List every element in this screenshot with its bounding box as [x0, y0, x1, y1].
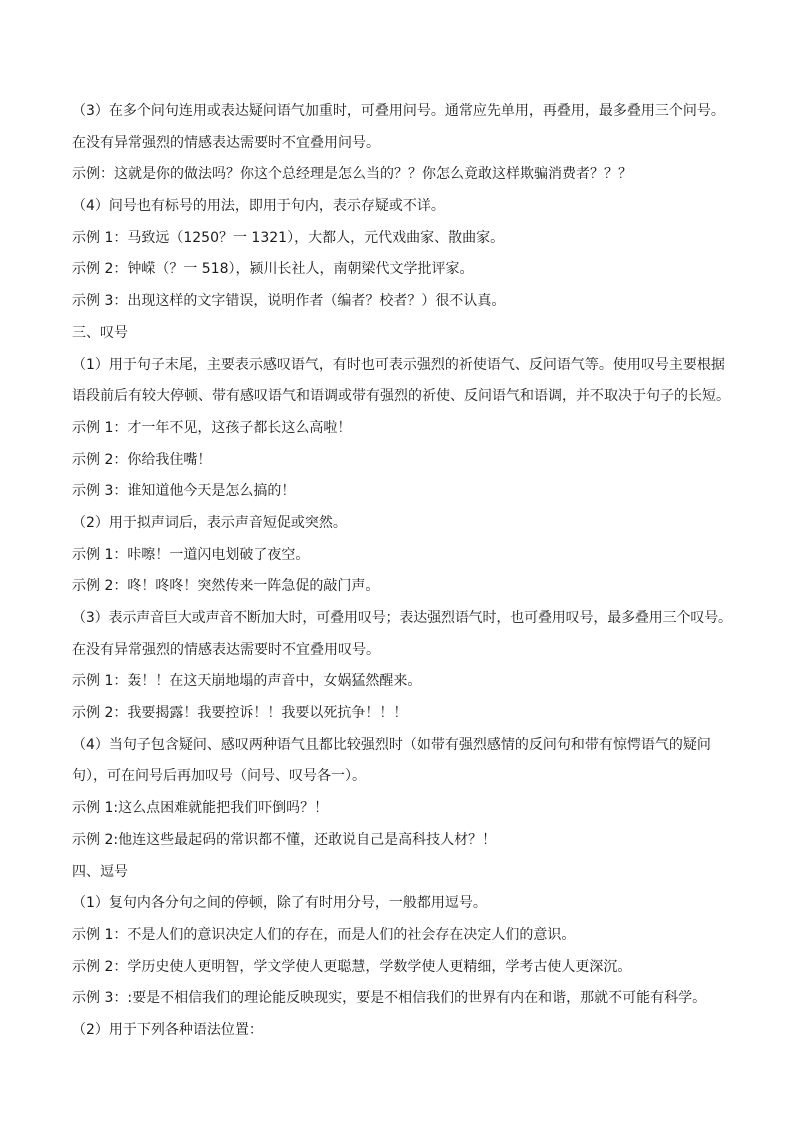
text-line: （1）复句内各分句之间的停顿，除了有时用分号，一般都用逗号。	[72, 895, 487, 912]
text-line: （3）在多个问句连用或表达疑问语气加重时，可叠用问号。通常应先单用，再叠用，最多叠用三个问号。	[72, 103, 725, 119]
text-line: 示例 1：不是人们的意识决定人们的存在，而是人们的社会存在决定人们的意识。	[72, 926, 576, 943]
text-line: 示例 2：学历史使人更明智，学文学使人更聪慧，学数学使人更精细，学考古使人更深沉。	[72, 958, 632, 975]
text-line: 示例：这就是你的做法吗？你这个总经理是怎么当的？？你怎么竟敢这样欺骗消费者？？？	[72, 166, 632, 183]
text-line: （3）表示声音巨大或声音不断加大时，可叠用叹号；表达强烈语气时，也可叠用叹号，最多叠用三个叹号。	[72, 610, 732, 626]
text-line: 语段前后有较大停顿、带有感叹语气和语调或带有强烈的祈使、反问语气和语调，并不取决于句子的长短。	[72, 388, 730, 405]
text-line: 示例 3：谁知道他今天是怎么搞的！	[72, 483, 296, 500]
text-line: 示例 2：咚！咚咚！突然传来一阵急促的敲门声。	[72, 578, 380, 595]
text-line: 示例 1：轰！！在这天崩地塌的声音中，女娲猛然醒来。	[72, 673, 422, 690]
text-line: 示例 1：马致远（1250？一 1321），大都人，元代戏曲家、散曲家。	[72, 229, 505, 246]
text-line: 在没有异常强烈的情感表达需要时不宜叠用问号。	[72, 134, 380, 151]
text-line: 示例 2：我要揭露！我要控诉！！我要以死抗争！！！	[72, 705, 408, 722]
text-line: 示例 1：咔嚓！一道闪电划破了夜空。	[72, 546, 310, 563]
text-line: 句），可在问号后再加叹号（问号、叹号各一）。	[72, 768, 366, 785]
text-line: （4）当句子包含疑问、感叹两种语气且都比较强烈时（如带有强烈感情的反问句和带有惊愕语气的疑问	[72, 736, 711, 753]
text-line: （1）用于句子末尾，主要表示感叹语气，有时也可表示强烈的祈使语气、反问语气等。使用叹号主要根据	[72, 356, 725, 373]
section-heading: 四、逗号	[72, 863, 128, 880]
text-line: （2）用于拟声词后，表示声音短促或突然。	[72, 514, 347, 531]
document-page	[72, 96, 732, 1047]
text-line: （2）用于下列各种语法位置：	[72, 1021, 263, 1038]
section-heading: 三、叹号	[72, 324, 128, 341]
text-line: 示例 3：出现这样的文字错误，说明作者（编者？校者？）很不认真。	[72, 293, 506, 310]
text-line: 示例 2：你给我住嘴！	[72, 451, 212, 468]
text-line: 示例 2:他连这些最起码的常识都不懂，还敢说自己是高科技人材？！	[72, 831, 497, 848]
text-line: （4）问号也有标号的用法，即用于句内，表示存疑或不详。	[72, 198, 445, 215]
text-line: 在没有异常强烈的情感表达需要时不宜叠用叹号。	[72, 641, 380, 658]
text-line: 示例 3：:要是不相信我们的理论能反映现实，要是不相信我们的世界有内在和谐，那就不可能有科学。	[72, 990, 707, 1007]
text-line: 示例 2：钟嵘（？一 518），颍川长社人，南朝梁代文学批评家。	[72, 261, 474, 278]
text-line: 示例 1:这么点困难就能把我们吓倒吗？！	[72, 800, 329, 817]
text-line: 示例 1：才一年不见，这孩子都长这么高啦！	[72, 419, 352, 436]
